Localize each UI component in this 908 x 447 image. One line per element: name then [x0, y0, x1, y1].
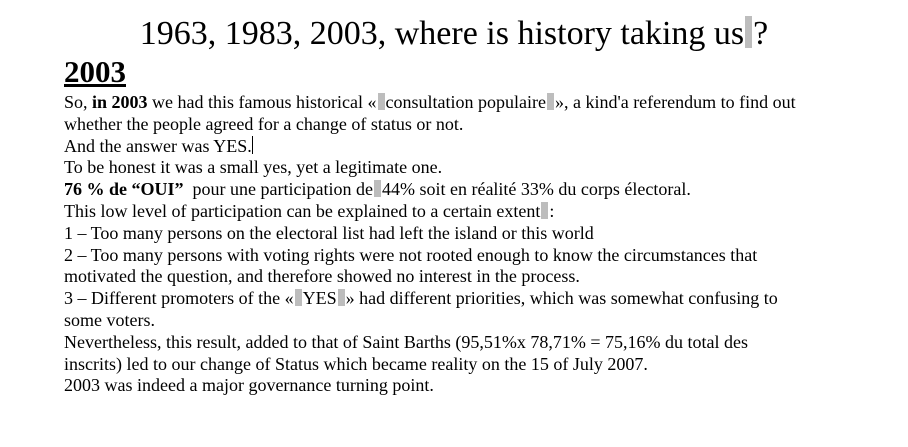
document-body[interactable] [64, 92, 904, 397]
paragraph-line: 76 % de “OUI” pour une participation de 44% soit en réalité 33% du corps électoral. [64, 179, 691, 200]
paragraph-line: To be honest it was a small yes, yet a legitimate one. [64, 157, 443, 178]
field-marker [541, 202, 548, 219]
paragraph-line: 2 – Too many persons with voting rights were not rooted enough to know the circumstances that [64, 244, 758, 265]
field-marker [378, 93, 385, 110]
field-marker [338, 289, 345, 306]
paragraph-line: 2003 was indeed a major governance turning point. [64, 375, 434, 396]
field-marker [547, 93, 554, 110]
field-marker [295, 289, 302, 306]
paragraph-line: motivated the question, and therefore showed no interest in the process. [64, 266, 580, 287]
field-marker [374, 180, 381, 197]
paragraph-line: 3 – Different promoters of the « YES » had different priorities, which was somewhat confusing to [64, 288, 778, 309]
paragraph-line: Nevertheless, this result, added to that of Saint Barths (95,51%x 78,71% = 75,16% du total des [64, 331, 749, 352]
paragraph-line: inscrits) led to our change of Status which became reality on the 15 of July 2007. [64, 353, 648, 374]
paragraph-line: This low level of participation can be explained to a certain extent : [64, 200, 555, 221]
field-marker [745, 16, 752, 48]
paragraph-line: And the answer was YES. [64, 135, 252, 156]
document-title: 1963, 1983, 2003, where is history taking us ? [139, 15, 769, 52]
paragraph-line: whether the people agreed for a change of status or not. [64, 113, 464, 134]
text-cursor [252, 136, 253, 154]
paragraph-line: So, in 2003 we had this famous historical « consultation populaire », a kind'a referendum to find out [64, 92, 796, 112]
section-heading: 2003 [64, 54, 126, 89]
paragraph-line: some voters. [64, 309, 155, 330]
paragraph-line: 1 – Too many persons on the electoral list had left the island or this world [64, 222, 594, 243]
